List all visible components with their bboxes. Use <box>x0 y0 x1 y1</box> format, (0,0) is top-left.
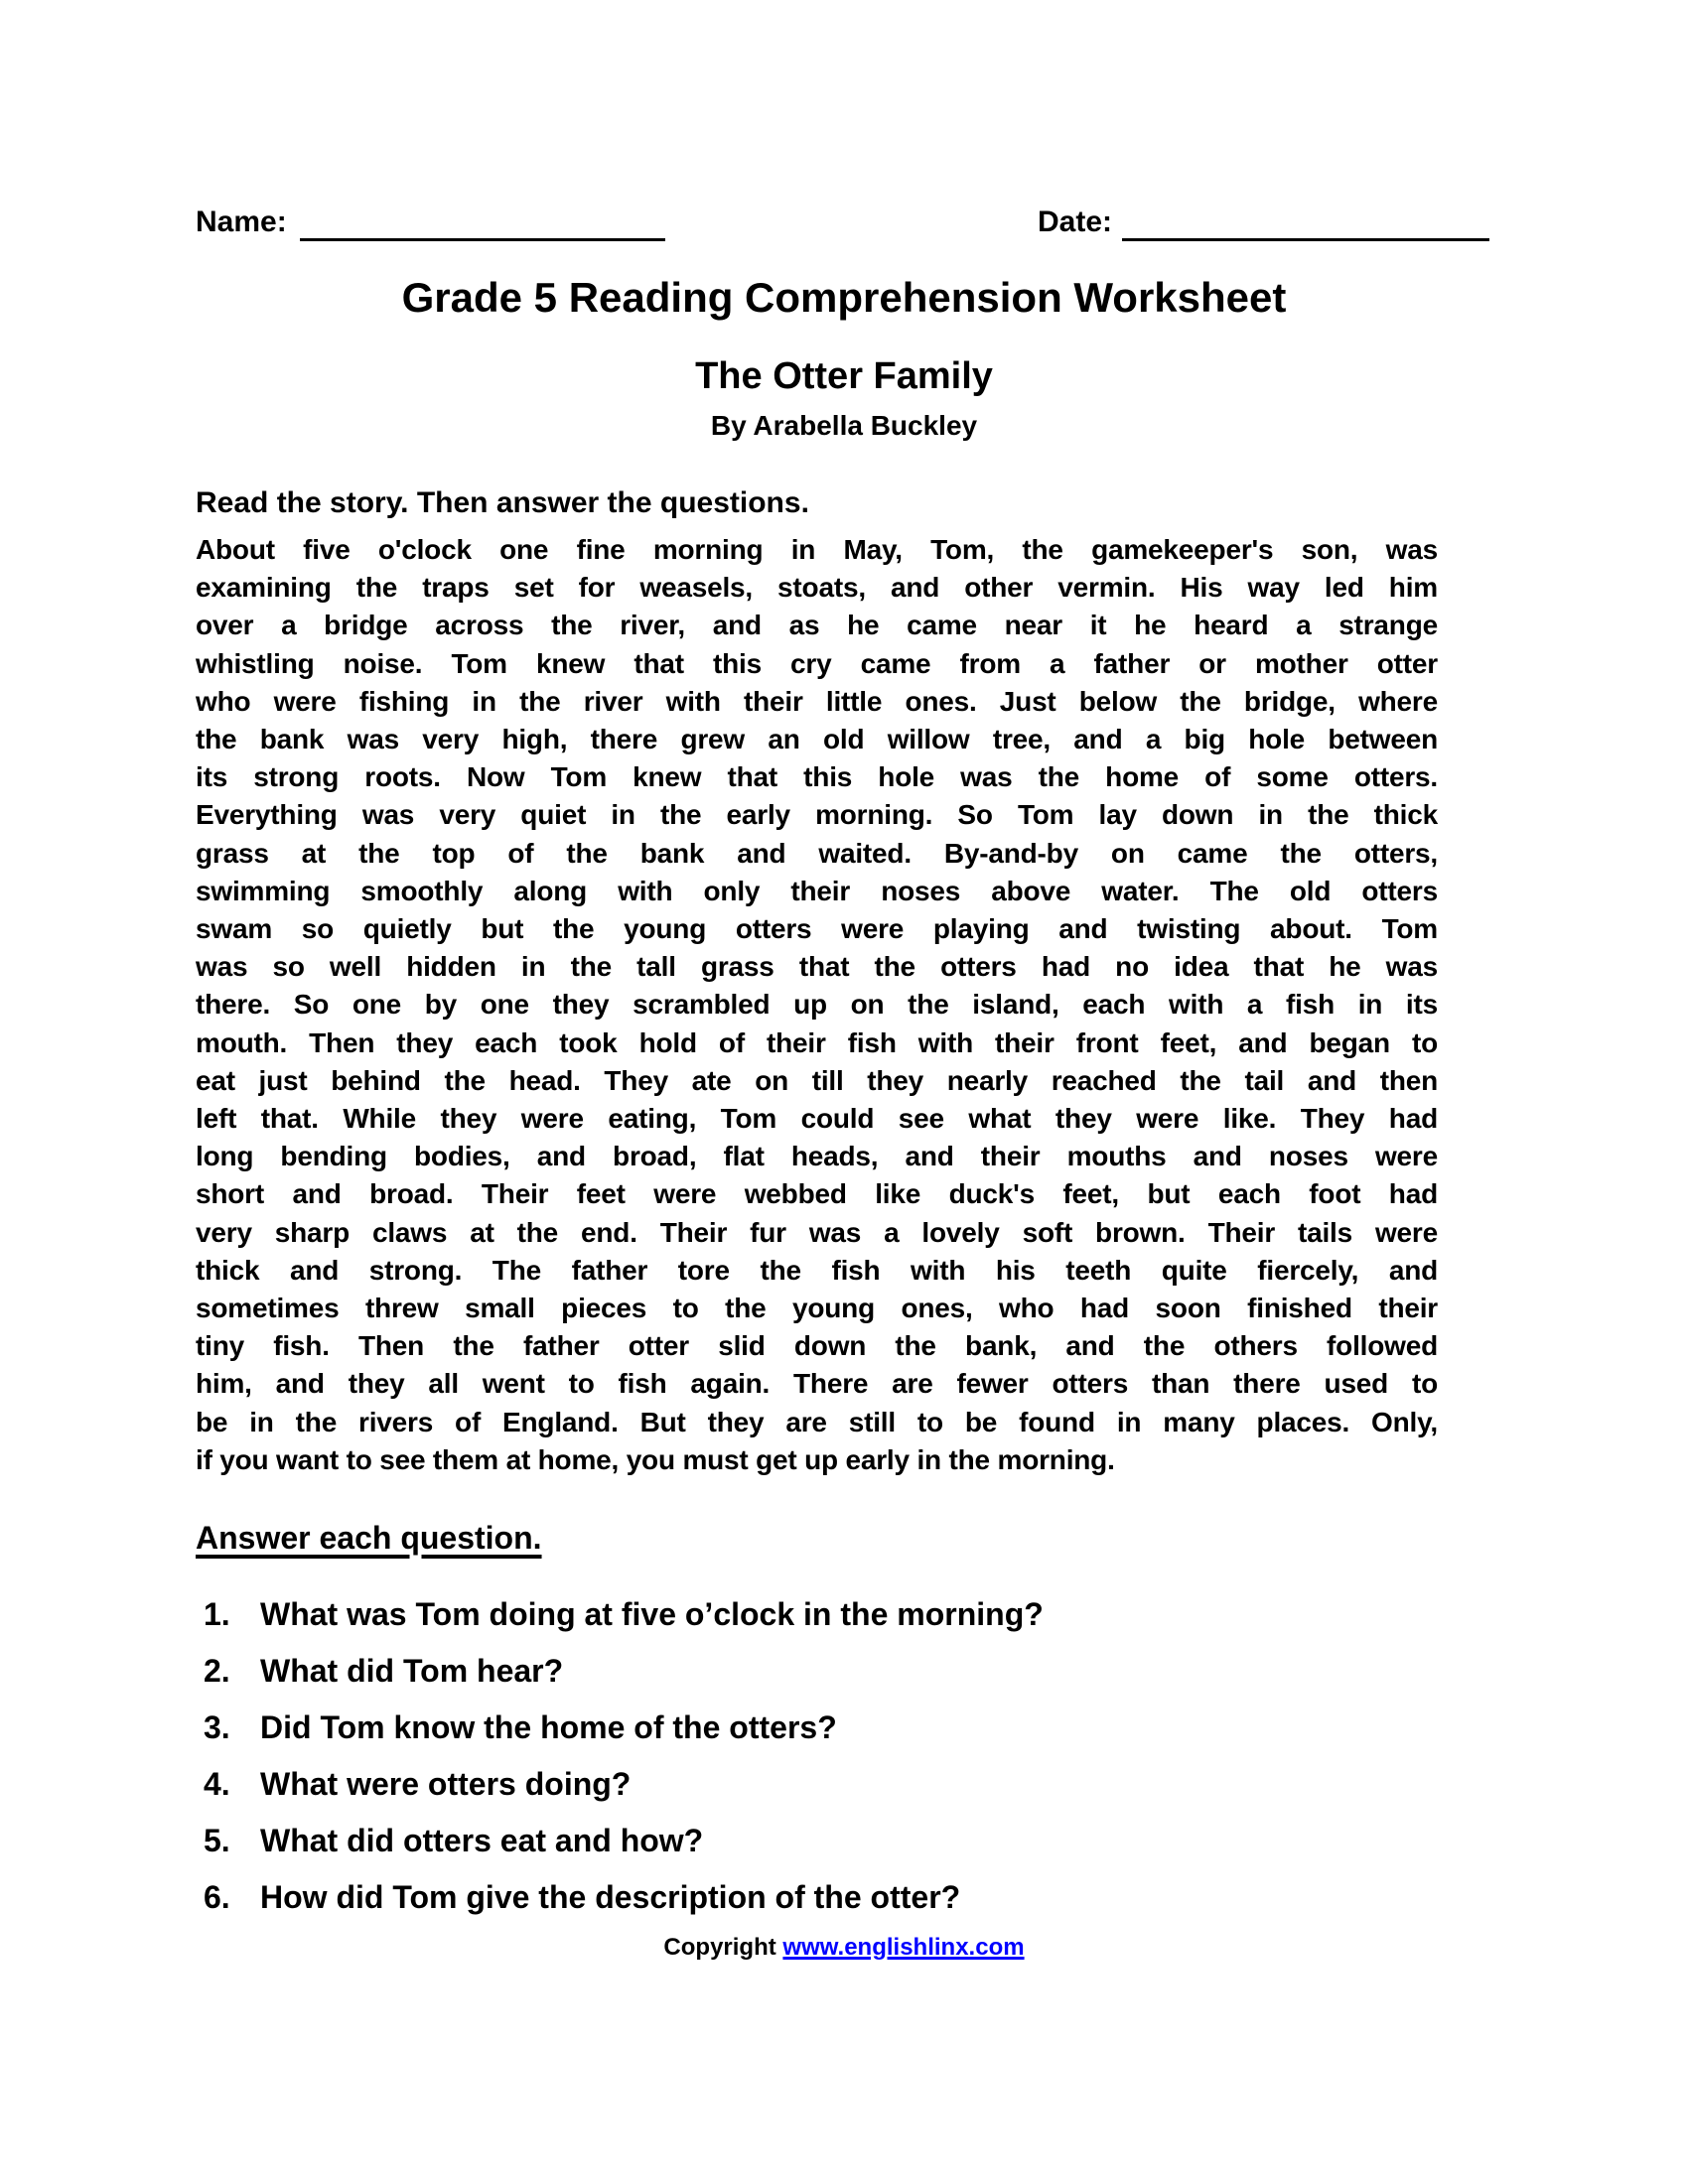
question-text: What did Tom hear? <box>260 1653 564 1689</box>
question-number: 6. <box>204 1879 230 1915</box>
story-line: long bending bodies, and broad, flat heads, and their mouths and noses were <box>196 1141 1438 1172</box>
story-line: grass at the top of the bank and waited. By-and-by on came the otters, <box>196 837 1438 869</box>
story-line: very sharp claws at the end. Their fur was a lovely soft brown. Their tails were <box>196 1216 1438 1248</box>
story-line: mouth. Then they each took hold of their fish with their front feet, and began to <box>196 1026 1438 1058</box>
story-line: him, and they all went to fish again. There are fewer otters than there used to <box>196 1368 1438 1400</box>
question-number: 5. <box>204 1823 230 1858</box>
story-line: be in the rivers of England. But they are still to be found in many places. Only, <box>196 1406 1438 1437</box>
story-line: left that. While they were eating, Tom could see what they were like. They had <box>196 1103 1438 1135</box>
question-item <box>204 1765 1494 1822</box>
footer <box>0 1934 1688 1963</box>
story-line: was so well hidden in the tall grass that the otters had no idea that he was <box>196 951 1438 983</box>
story-line: the bank was very high, there grew an old willow tree, and a big hole between <box>196 724 1438 755</box>
question-number: 1. <box>204 1596 230 1632</box>
answer-section-heading: Answer each question. <box>196 1520 542 1556</box>
story-line: who were fishing in the river with their little ones. Just below the bridge, where <box>196 685 1438 717</box>
story-line: swimming smoothly along with only their noses above water. The old otters <box>196 875 1438 906</box>
date-label: Date: <box>1038 205 1113 238</box>
page-title: Grade 5 Reading Comprehension Worksheet <box>401 274 1287 321</box>
story-line: its strong roots. Now Tom knew that this hole was the home of some otters. <box>196 761 1438 793</box>
story-line: thick and strong. The father tore the fish with his teeth quite fiercely, and <box>196 1254 1438 1286</box>
footer-link[interactable]: www.englishlinx.com <box>782 1934 1025 1961</box>
question-number: 4. <box>204 1766 230 1802</box>
story-line: if you want to see them at home, you must get up early in the morning. <box>196 1443 1115 1475</box>
story-line: swam so quietly but the young otters were playing and twisting about. Tom <box>196 913 1438 945</box>
question-list <box>204 1595 1494 1935</box>
question-text: How did Tom give the description of the otter? <box>260 1879 961 1915</box>
story-line: tiny fish. Then the father otter slid down the bank, and the others followed <box>196 1330 1438 1362</box>
story-line: examining the traps set for weasels, stoats, and other vermin. His way led him <box>196 572 1438 604</box>
story-paragraph <box>196 531 1438 1479</box>
question-number: 2. <box>204 1653 230 1689</box>
copyright-label: Copyright <box>663 1934 776 1961</box>
story-line: eat just behind the head. They ate on till they nearly reached the tail and then <box>196 1064 1438 1096</box>
story-instructions: Read the story. Then answer the questions. <box>196 486 809 519</box>
question-text: Did Tom know the home of the otters? <box>260 1709 837 1745</box>
question-number: 3. <box>204 1709 230 1745</box>
question-text: What was Tom doing at five o’clock in the morning? <box>260 1596 1044 1632</box>
question-text: What did otters eat and how? <box>260 1823 704 1858</box>
question-item <box>204 1822 1494 1878</box>
question-item <box>204 1878 1494 1935</box>
question-item <box>204 1652 1494 1708</box>
story-byline: By Arabella Buckley <box>710 410 978 441</box>
name-blank-line <box>300 238 665 241</box>
story-line: over a bridge across the river, and as he came near it he heard a strange <box>196 610 1438 641</box>
story-line: sometimes threw small pieces to the young ones, who had soon finished their <box>196 1293 1438 1324</box>
question-item <box>204 1595 1494 1652</box>
story-line: About five o'clock one fine morning in May, Tom, the gamekeeper's son, was <box>196 534 1438 565</box>
story-line: short and broad. Their feet were webbed like duck's feet, but each foot had <box>196 1178 1438 1210</box>
story-line: whistling noise. Tom knew that this cry came from a father or mother otter <box>196 647 1438 679</box>
question-text: What were otters doing? <box>260 1766 632 1802</box>
story-line: Everything was very quiet in the early morning. So Tom lay down in the thick <box>196 799 1438 831</box>
story-line: there. So one by one they scrambled up on the island, each with a fish in its <box>196 989 1438 1021</box>
story-title: The Otter Family <box>695 355 993 397</box>
question-item <box>204 1708 1494 1765</box>
date-blank-line <box>1122 238 1489 241</box>
name-label: Name: <box>196 205 287 238</box>
